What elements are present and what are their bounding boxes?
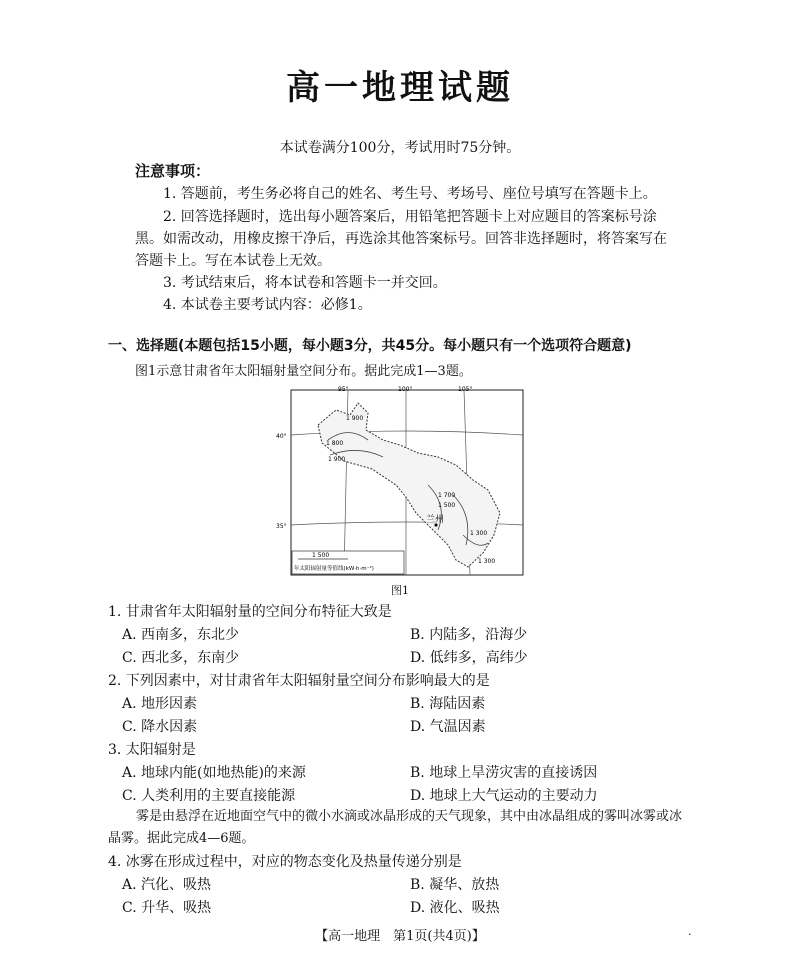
question-4-option-d: D. 液化、吸热 (410, 900, 500, 916)
notice-item-1: 1. 答题前，考生务必将自己的姓名、考生号、考场号、座位号填写在答题卡上。 (163, 186, 657, 202)
lon-label: 105° (458, 386, 473, 393)
notice-item-2: 2. 回答选择题时，选出每小题答案后，用铅笔把答题卡上对应题目的答案标号涂黑。如需改动，用橡皮擦干净后，再选涂其他答案标号。回答非选择题时，将答案写在答题卡上。写在本试卷上无效。 (135, 209, 667, 269)
contour-label: 1 800 (326, 440, 344, 447)
question-1-stem: 1. 甘肃省年太阳辐射量的空间分布特征大致是 (108, 604, 392, 620)
lon-label: 100° (398, 386, 413, 393)
question-4-stem: 4. 冰雾在形成过程中，对应的物态变化及热量传递分别是 (108, 854, 462, 870)
contour-label: 1 300 (470, 530, 488, 537)
question-1-option-d: D. 低纬多，高纬少 (410, 650, 528, 666)
question-3-option-c: C. 人类利用的主要直接能源 (122, 788, 296, 804)
contour-label: 1 300 (478, 558, 496, 565)
lat-label: 40° (276, 433, 287, 440)
page-footer: 【高一地理 第1页(共4页)】 (315, 929, 485, 944)
question-2-option-c: C. 降水因素 (122, 719, 198, 735)
legend-value: 1 500 (312, 552, 330, 559)
question-1-option-b: B. 内陆多，沿海少 (410, 627, 528, 643)
question-2-option-a: A. 地形因素 (122, 696, 198, 712)
solar-radiation-map (276, 385, 526, 578)
question-3-option-b: B. 地球上旱涝灾害的直接诱因 (410, 765, 598, 781)
question-1-option-a: A. 西南多，东北少 (122, 627, 240, 643)
question-2-option-b: B. 海陆因素 (410, 696, 486, 712)
corner-mark: · (688, 928, 692, 941)
figure-caption: 图1 (391, 584, 409, 597)
lon-label: 95° (338, 386, 349, 393)
city-label: 兰州 (426, 515, 445, 525)
contour-label: 1 700 (438, 492, 456, 499)
question-2-option-d: D. 气温因素 (410, 719, 486, 735)
question-4-option-a: A. 汽化、吸热 (122, 877, 212, 893)
contour-label: 1 900 (346, 415, 364, 422)
passage-fog: 雾是由悬浮在近地面空气中的微小水滴或冰晶形成的天气现象，其中由冰晶组成的雾叫冰雾或冰晶雾。据此完成4—6题。 (108, 809, 683, 846)
map-svg (276, 385, 526, 578)
question-1-option-c: C. 西北多，东南少 (122, 650, 240, 666)
question-4-option-c: C. 升华、吸热 (122, 900, 212, 916)
exam-info: 本试卷满分100分，考试用时75分钟。 (279, 140, 521, 156)
question-3-stem: 3. 太阳辐射是 (108, 742, 196, 758)
question-2-stem: 2. 下列因素中，对甘肃省年太阳辐射量空间分布影响最大的是 (108, 673, 490, 689)
section-heading: 一、选择题(本题包括15小题，每小题3分，共45分。每小题只有一个选项符合题意) (108, 338, 632, 354)
lat-label: 35° (276, 523, 287, 530)
legend-text: 年太阳辐射量等值线(kW·h·m⁻²) (294, 566, 374, 572)
question-3-option-a: A. 地球内能(如地热能)的来源 (122, 765, 306, 781)
contour-label: 1 500 (438, 502, 456, 509)
notice-item-3: 3. 考试结束后，将本试卷和答题卡一并交回。 (163, 275, 447, 291)
page-title: 高一地理试题 (286, 68, 514, 108)
question-4-option-b: B. 凝华、放热 (410, 877, 500, 893)
question-3-option-d: D. 地球上大气运动的主要动力 (410, 788, 598, 804)
notice-item-4: 4. 本试卷主要考试内容：必修1。 (163, 297, 372, 313)
notice-heading: 注意事项： (135, 162, 211, 180)
section-intro: 图1示意甘肃省年太阳辐射量空间分布。据此完成1—3题。 (135, 364, 472, 379)
contour-label: 1 900 (328, 456, 346, 463)
